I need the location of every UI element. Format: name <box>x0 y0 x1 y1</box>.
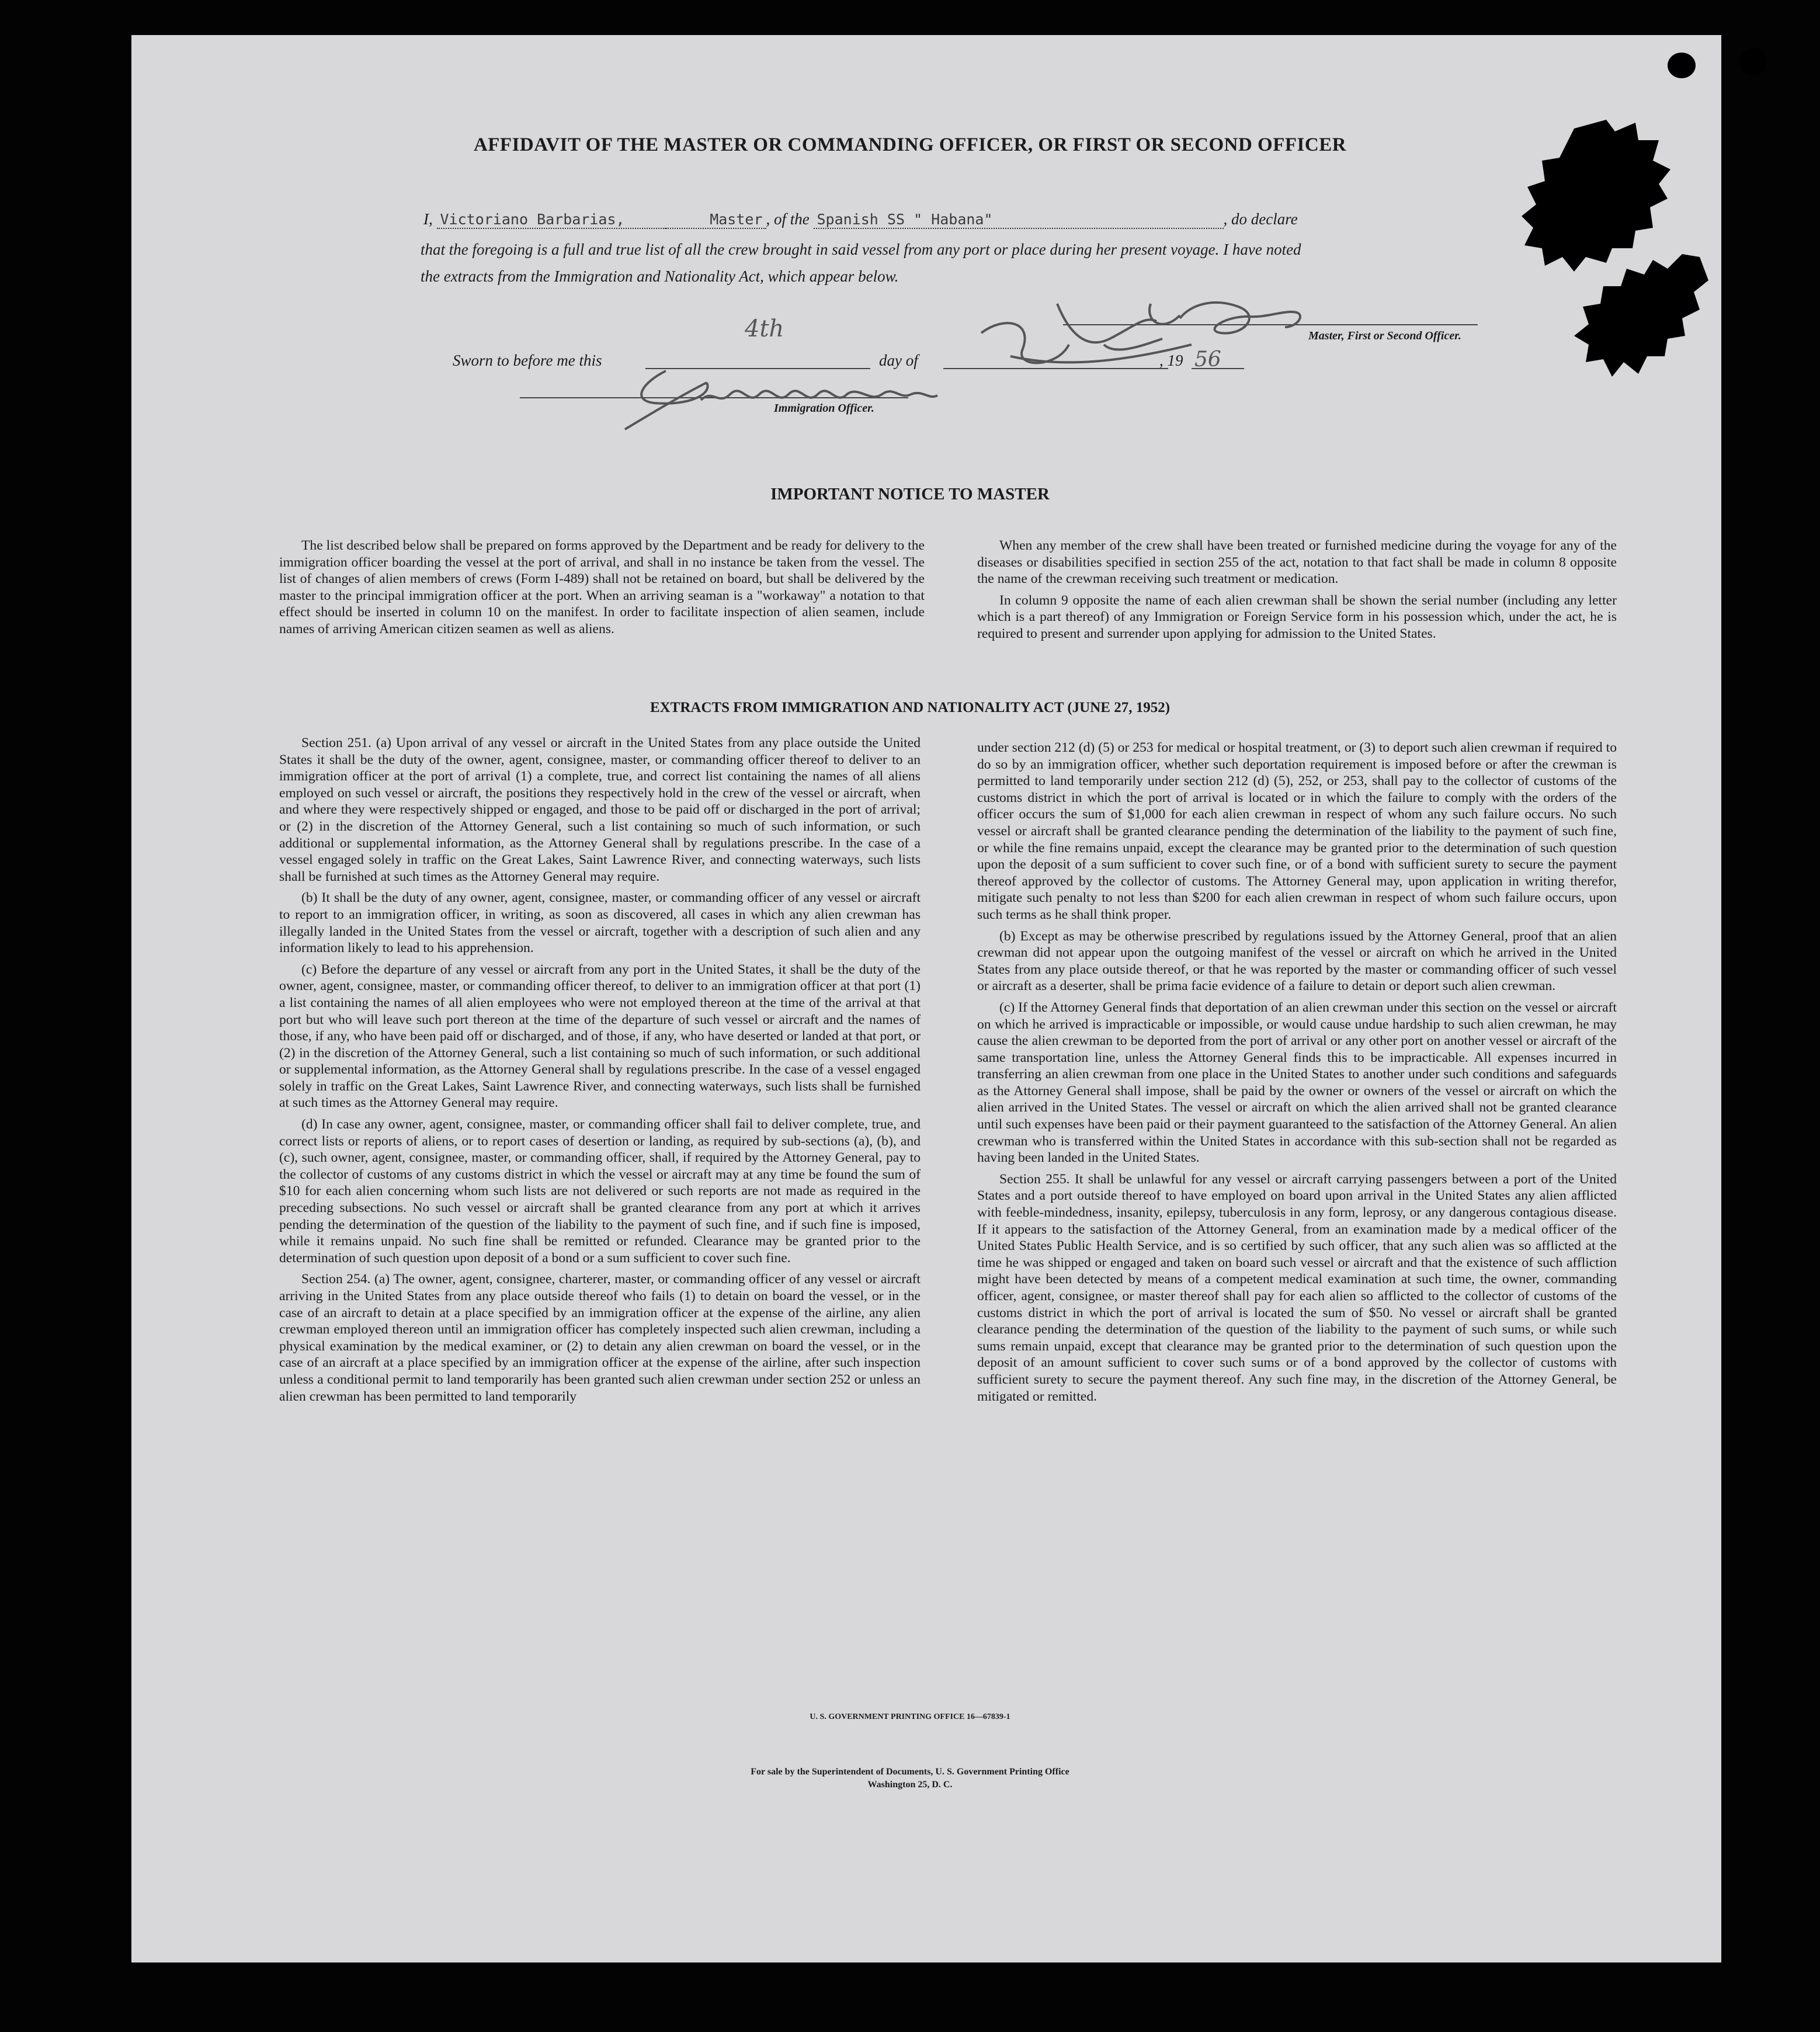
notice-right-column <box>977 537 1617 647</box>
declaration-i: I, <box>423 210 433 228</box>
affidavit-title: AFFIDAVIT OF THE MASTER OR COMMANDING OFFICER, OR FIRST OR SECOND OFFICER <box>473 134 1347 155</box>
section-251b: (b) It shall be the duty of any owner, agent, consignee, master, or commanding officer of any vessel or aircraft to report to an immigration officer, in writing, as soon as discovered, all cases in which any alien crewman has illegally landed in the United States from the vessel or aircraft, together with a description of such alien and any information likely to lead to his apprehension. <box>279 890 921 956</box>
section-254b: (b) Except as may be otherwise prescribed by regulations issued by the Attorney General, proof that an alien crewman did not appear upon the outgoing manifest of the vessel or aircraft on which he arrived in the United States from any place outside thereof, or that he was reported by the master or commanding officer of such vessel or aircraft as a deserter, shall be prima facie evidence of a failure to detain or deport such alien crewman. <box>977 928 1617 994</box>
punch-hole <box>1668 53 1696 78</box>
section-254a-continued: under section 212 (d) (5) or 253 for medical or hospital treatment, or (3) to deport such alien crewman if required to do so by an immigration officer, whether such deportation requirement is imposed before or after the crewman is permitted to land temporarily under section 212 (d) (5), 252, or 253, shall pay to the collector of customs of the customs district in which the port of arrival is located or in which the failure to comply with the orders of the officer occurs the sum of $1,000 for each alien crewman in respect of whom any such failure occurs. No such vessel or aircraft shall be granted clearance pending the determination of the liability to the payment of such fine, or while the fine remains unpaid, except the clearance may be granted prior to the determination of such question upon the deposit of a sum sufficient to cover such fine, or of a bond with sufficient surety to secure the payment thereof approved by the collector of customs. The Attorney General may, upon application in writing therefor, mitigate such penalty to not less than $200 for each alien crewman in respect of whom such failure occurs, upon such terms as he shall think proper. <box>977 740 1617 922</box>
rank-field: Master <box>666 211 766 229</box>
notice-left-paragraph: The list described below shall be prepared on forms approved by the Department and be ready for delivery to the immigration officer boarding the vessel at the port of arrival, and shall in no instance be taken from the vessel. The list of changes of alien members of crews (Form I-489) shall not be retained on board, but shall be delivered by the master to the principal immigration officer at the port. When an arriving seaman is a "workaway" a notation to that effect should be inserted in column 10 on the manifest. In order to facilitate inspection of alien seamen, include names of arriving American citizen seamen as well as aliens. <box>279 538 925 637</box>
printing-office-note: U. S. GOVERNMENT PRINTING OFFICE 16—67839-1 <box>810 1713 1010 1721</box>
punch-hole <box>1739 48 1766 76</box>
year-prefix: , 19 <box>1159 352 1183 369</box>
of-the-label: , of the <box>766 210 810 228</box>
sale-note-line-1: For sale by the Superintendent of Documents, U. S. Government Printing Office <box>751 1767 1069 1777</box>
notice-right-paragraph-1: When any member of the crew shall have been treated or furnished medicine during the voyage for any of the diseases or disabilities specified in section 255 of the act, notation to that fact shall be made in column 8 opposite the name of the crewman receiving such treatment or medication. <box>977 538 1617 587</box>
section-254c: (c) If the Attorney General finds that deportation of an alien crewman under this section on the vessel or aircraft on which he arrived is impracticable or impossible, or would cause undue hardship to such alien crewman, he may cause the alien crewman to be deported from the port of arrival or any other port on another vessel or aircraft of the same transportation line, unless the Attorney General finds this to be impracticable. All expenses incurred in transferring an alien crewman from one place in the United States to another under such conditions and safeguards as the Attorney General shall impose, shall be paid by the owner or owners of the vessel or aircraft on which the alien arrived in the United States. The vessel or aircraft on which the alien arrived shall not be granted clearance until such expenses have been paid or their payment guaranteed to the satisfaction of the Attorney General. An alien crewman who is transferred within the United States in accordance with this sub-section shall not be regarded as having been landed in the United States. <box>977 999 1617 1166</box>
day-of-label: day of <box>879 352 918 369</box>
sale-note-line-2: Washington 25, D. C. <box>867 1780 953 1790</box>
day-handwritten: 4th <box>745 315 784 342</box>
do-declare-label: , do declare <box>1223 210 1298 228</box>
section-251c: (c) Before the departure of any vessel or aircraft from any port in the United States, it shall be the duty of the owner, agent, consignee, master, or commanding officer thereof, to deliver to an immigration officer at that port (1) a list containing the names of all alien employees who were not employed thereon at the time of the arrival at that port but who will leave such port thereon at the time of the departure of such vessel or aircraft and the names of those, if any, who have been paid off or discharged, and of those, if any, who have deserted or landed at that port, or (2) in the discretion of the Attorney General, such a list containing so much of such information, or such additional or supplemental information, as the Attorney General shall by regulations prescribe. In the case of a vessel engaged solely in traffic on the Great Lakes, Saint Lawrence River, and connecting waterways, such lists shall be furnished at such times as the Attorney General may require. <box>279 961 921 1111</box>
officer-caption: Immigration Officer. <box>774 402 874 415</box>
notice-right-paragraph-2: In column 9 opposite the name of each alien crewman shall be shown the serial number (including any letter which is a part thereof) of any Immigration or Foreign Service form in his possession which, under the act, he is required to present and surrender upon applying for admission to the United States. <box>977 592 1617 641</box>
section-251a: Section 251. (a) Upon arrival of any vessel or aircraft in the United States from any place outside the United States it shall be the duty of the owner, agent, consignee, master, or commanding officer thereof to deliver to an immigration officer at the port of arrival (1) a complete, true, and correct list containing the names of all aliens employed on such vessel or aircraft, the positions they respectively hold in the crew of the vessel or aircraft, when and where they were respectively shipped or engaged, and those to be paid off or discharged in the port of arrival; or (2) in the discretion of the Attorney General, such a list containing so much of such information, or such additional or supplemental information, as the Attorney General shall by regulations prescribe. In the case of a vessel engaged solely in traffic on the Great Lakes, Saint Lawrence River, and connecting waterways, such lists shall be furnished at such times as the Attorney General may require. <box>279 735 921 884</box>
master-caption: Master, First or Second Officer. <box>1308 329 1461 342</box>
section-255: Section 255. It shall be unlawful for any vessel or aircraft carrying passengers between a port of the United States and a port outside thereof to have employed on board upon arrival in the United States any alien afflicted with feeble-mindedness, insanity, epilepsy, tuberculosis in any form, leprosy, or any dangerous contagious disease. If it appears to the satisfaction of the Attorney General, from an examination made by a medical officer of the United States Public Health Service, and is so certified by such officer, that any such alien was so afflicted at the time he was shipped or engaged and taken on board such vessel or aircraft and that the existence of such affliction might have been detected by means of a competent medical examination at such time, the owner, commanding officer, agent, consignee, or master thereof shall pay for each alien so afflicted to the collector of customs of the customs district in which the port of arrival is located the sum of $50. No vessel or aircraft shall be granted clearance pending the determination of the question of the liability to the payment of such sums, or while such sums remain unpaid, except that clearance may be granted prior to the determination of such question upon the deposit of an amount sufficient to cover such sums or of a bond approved by the collector of customs with sufficient surety to secure the payment thereof. Any such fine may, in the discretion of the Attorney General, be mitigated or remitted. <box>977 1171 1617 1404</box>
declaration-line-3: the extracts from the Immigration and Nationality Act, which appear below. <box>421 268 899 285</box>
declaration-line-1 <box>423 210 1298 229</box>
notice-heading: IMPORTANT NOTICE TO MASTER <box>770 485 1050 503</box>
extracts-left-column <box>279 735 921 1409</box>
immigration-officer-signature <box>619 359 946 441</box>
vessel-field: Spanish SS " Habana" <box>814 211 1224 229</box>
sworn-label: Sworn to before me this <box>453 352 602 369</box>
declaration-line-2: that the foregoing is a full and true list of all the crew brought in said vessel from any port or place during her present voyage. I have noted <box>421 241 1301 258</box>
extracts-right-column <box>977 739 1617 1409</box>
master-name-field: Victoriano Barbarias, <box>437 211 666 229</box>
section-251d: (d) In case any owner, agent, consignee, master, or commanding officer shall fail to deliver complete, true, and correct lists or reports of aliens, or to report cases of desertion or landing, as required by sub-sections (a), (b), and (c), such owner, agent, consignee, master, or commanding officer, shall, if required by the Attorney General, pay to the collector of customs of any customs district in which the vessel or aircraft may at any time be found the sum of $10 for each alien concerning whom such lists are not delivered or such reports are not made as required in the preceding subsections. No such vessel or aircraft shall be granted clearance from any port at which it arrives pending the determination of the question of the liability to the payment of such fine, and if such fine is imposed, while it remains unpaid. No such fine shall be remitted or refunded. Clearance may be granted prior to the determination of such question upon deposit of a bond or a sum sufficient to cover such fine. <box>279 1117 921 1266</box>
notice-left-column <box>279 537 925 642</box>
master-signature <box>970 280 1332 385</box>
section-254a: Section 254. (a) The owner, agent, consignee, charterer, master, or commanding officer of any vessel or aircraft arriving in the United States from any place outside thereof who fails (1) to detain on board the vessel, or in the case of an aircraft to detain at a place specified by an immigration officer at the expense of the airline, any alien crewman employed thereon until an immigration officer has completely inspected such alien crewman, including a physical examination by the medical examiner, or (2) to detain any alien crewman on board the vessel, or in the case of an aircraft at a place specified by an immigration officer at the expense of the airline, after such inspection unless a conditional permit to land temporarily has been granted such alien crewman under section 252 or unless an alien crewman has been permitted to land temporarily <box>279 1272 921 1404</box>
year-handwritten: 56 <box>1194 348 1221 371</box>
notary-seal-fragment <box>1519 117 1711 385</box>
extracts-heading: EXTRACTS FROM IMMIGRATION AND NATIONALITY ACT (JUNE 27, 1952) <box>649 700 1171 715</box>
